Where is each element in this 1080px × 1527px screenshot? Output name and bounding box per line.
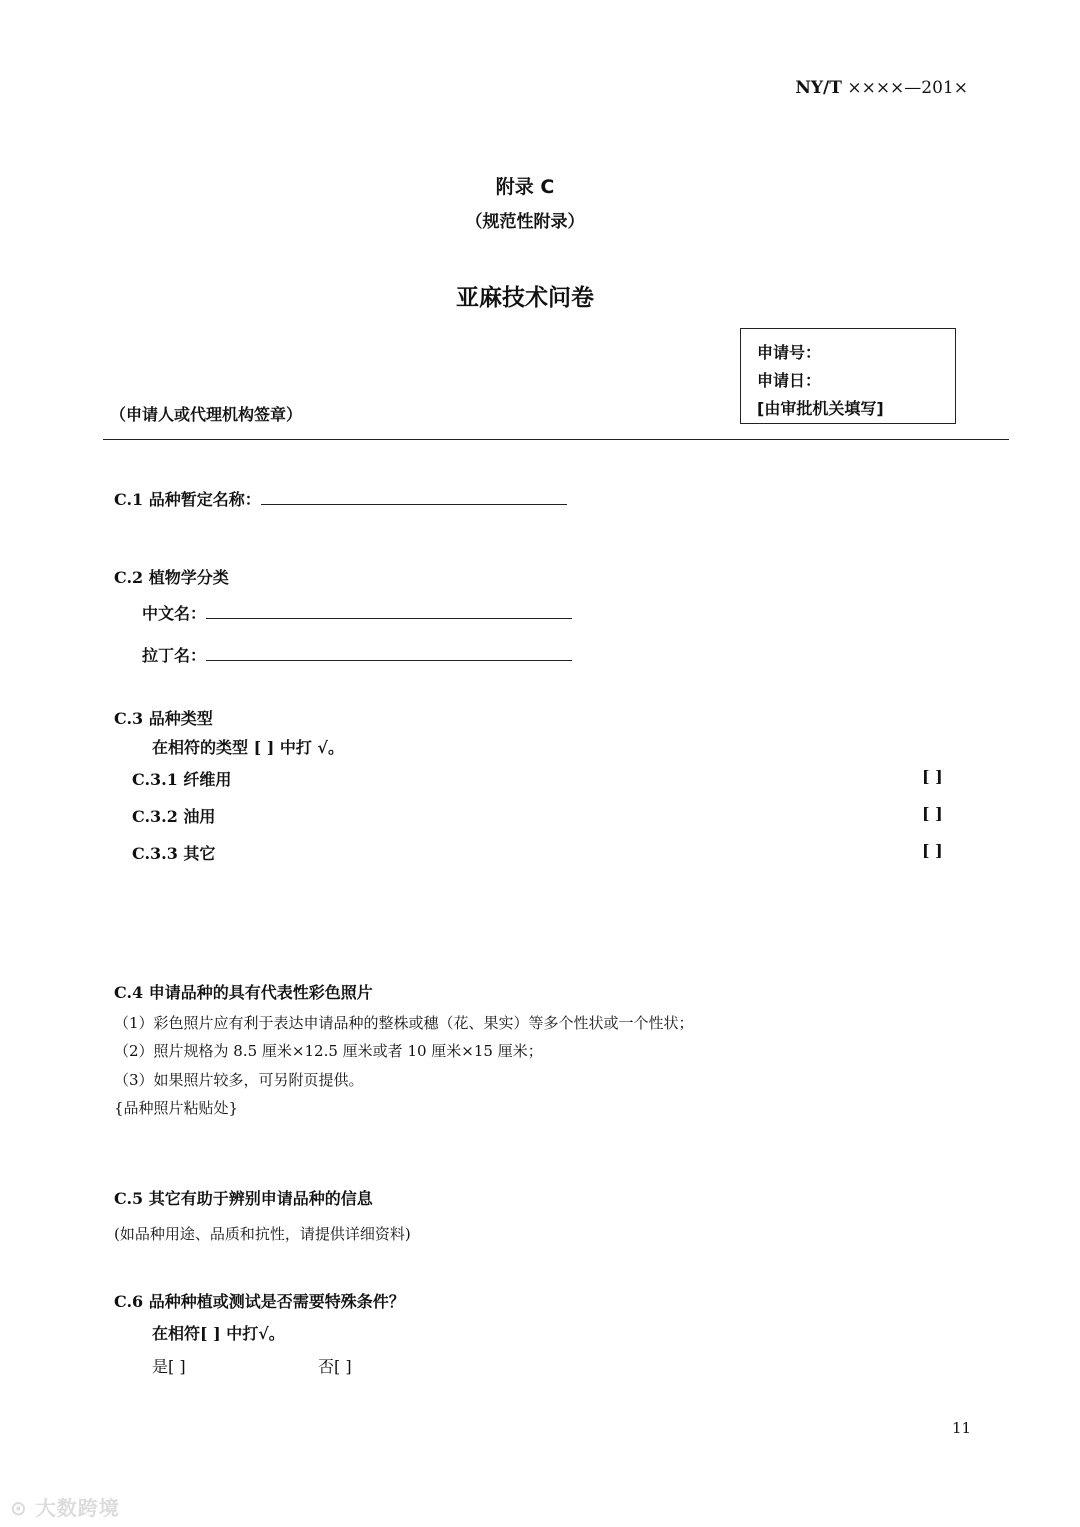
c6-heading: C.6 品种种植或测试是否需要特殊条件？ [114, 1292, 405, 1311]
c1-label: C.1 品种暂定名称： [114, 490, 261, 509]
c2-chinese-name-row [142, 601, 572, 624]
c3-option-fiber: C.3.1 纤维用 [132, 770, 232, 789]
standard-number [795, 78, 968, 98]
applicant-signature-label: （申请人或代理机构签章） [110, 405, 303, 424]
c2-latin-name-label: 拉丁名： [142, 646, 207, 665]
c4-photo-placeholder: {品种照片粘贴处} [114, 1099, 239, 1117]
application-info-box [740, 328, 956, 424]
c6-yes-option[interactable]: 是[ ] [152, 1357, 186, 1376]
watermark-logo: ⊙ 大数跨境 [10, 1496, 120, 1520]
document-title: 亚麻技术问卷 [456, 285, 594, 311]
c1-variety-name [114, 487, 567, 510]
c5-heading: C.5 其它有助于辨别申请品种的信息 [114, 1189, 373, 1208]
c2-chinese-name-blank[interactable] [206, 602, 572, 619]
c6-instruction: 在相符[ ] 中打√。 [152, 1324, 285, 1343]
appendix-subtitle: （规范性附录） [465, 212, 585, 232]
c3-option-oil-checkbox[interactable]: [ ] [922, 804, 943, 823]
c3-option-other-checkbox[interactable]: [ ] [922, 841, 943, 860]
c3-option-fiber-checkbox[interactable]: [ ] [922, 767, 943, 786]
c4-requirement-3: （3）如果照片较多，可另附页提供。 [114, 1071, 364, 1089]
c2-chinese-name-label: 中文名： [142, 604, 207, 623]
c3-option-oil: C.3.2 油用 [132, 807, 216, 826]
c2-latin-name-blank[interactable] [206, 644, 572, 661]
c4-requirement-1: （1）彩色照片应有利于表达申请品种的整株或穗（花、果实）等多个性状或一个性状； [114, 1014, 694, 1032]
c6-no-option[interactable]: 否[ ] [318, 1357, 352, 1376]
appendix-title: 附录 C [495, 176, 555, 198]
c5-note: (如品种用途、品质和抗性，请提供详细资料) [114, 1225, 411, 1243]
watermark-text: 大数跨境 [35, 1496, 120, 1520]
standard-code: NY/T [795, 78, 842, 98]
c4-heading: C.4 申请品种的具有代表性彩色照片 [114, 983, 373, 1002]
standard-suffix: ××××—201× [841, 78, 968, 98]
authority-fill-note: [由审批机关填写] [757, 399, 884, 418]
application-number-label: 申请号： [757, 343, 822, 362]
c2-heading: C.2 植物学分类 [114, 568, 229, 587]
c3-instruction: 在相符的类型 [ ] 中打 √。 [152, 738, 344, 757]
c3-heading: C.3 品种类型 [114, 709, 213, 728]
page-number: 11 [952, 1419, 972, 1437]
header-divider [103, 439, 1009, 440]
application-date-label: 申请日： [757, 371, 822, 390]
c4-requirement-2: （2）照片规格为 8.5 厘米×12.5 厘米或者 10 厘米×15 厘米； [114, 1042, 543, 1060]
c3-option-other: C.3.3 其它 [132, 844, 216, 863]
c1-name-blank[interactable] [261, 488, 567, 505]
c2-latin-name-row [142, 643, 572, 666]
